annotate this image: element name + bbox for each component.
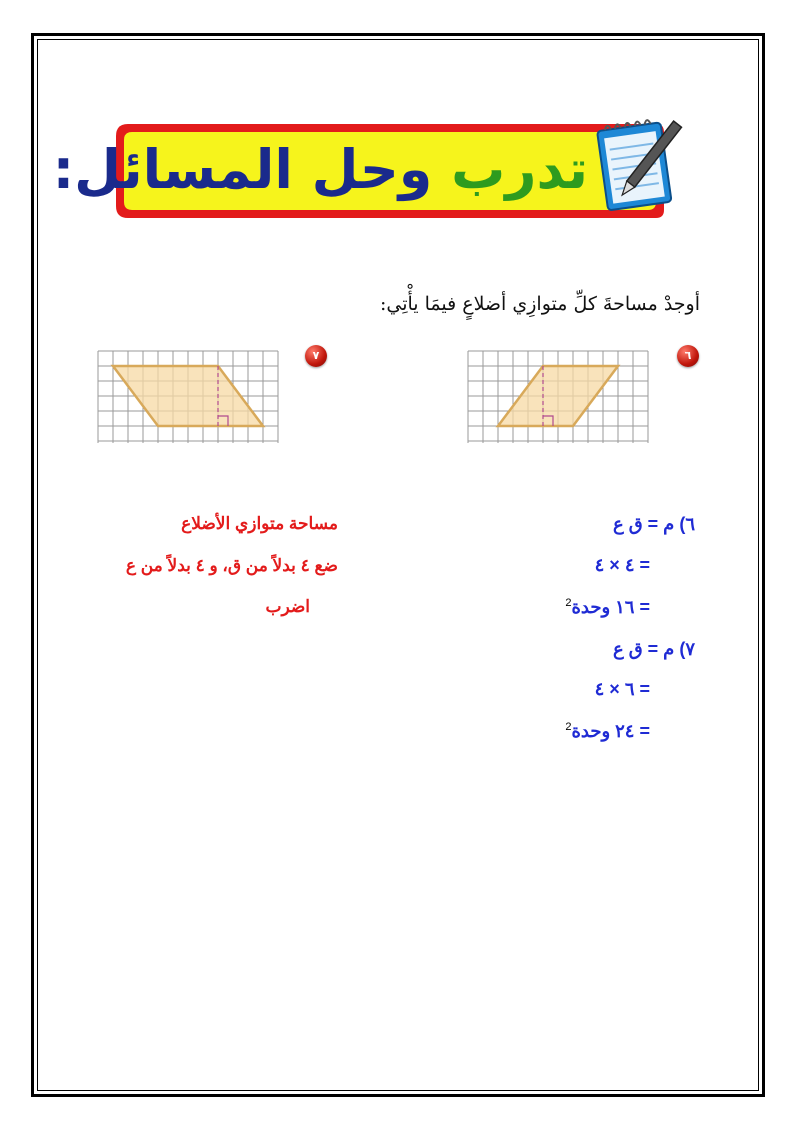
solution-7-formula: ٧) م = ق ع [612, 639, 695, 659]
banner-title [52, 126, 588, 214]
solution-6-unit-power: 2 [565, 597, 572, 609]
problem-6-grid-figure [466, 349, 660, 445]
hint-line-3: اضرب [265, 597, 310, 616]
exercise-instruction: أوجدْ مساحةَ كلِّ متوازِي أضلاعٍ فيمَا يأْتِي: [379, 293, 700, 315]
problem-7-number: ٧ [312, 349, 320, 362]
solution-7-substitution: = ٦ × ٤ [594, 679, 650, 699]
solution-6-substitution: = ٤ × ٤ [594, 555, 650, 575]
banner-title-part1: تدرب [451, 138, 588, 201]
solution-7-result-text: = ٢٤ وحدة [571, 721, 650, 741]
hint-line-1: مساحة متوازي الأضلاع [181, 514, 338, 533]
notepad-pencil-icon [588, 112, 686, 216]
red-badge-icon [305, 345, 327, 367]
solution-7-unit-power: 2 [565, 721, 572, 733]
solution-6-result-text: = ١٦ وحدة [571, 597, 650, 617]
hint-line-2: ضع ٤ بدلاً من ق، و ٤ بدلاً من ع [125, 556, 338, 575]
solution-7-result [565, 721, 650, 742]
problem-6-number: ٦ [684, 349, 692, 362]
problem-7-grid-figure [88, 349, 282, 445]
solution-6-result [565, 597, 650, 618]
solution-6-formula: ٦) م = ق ع [612, 514, 695, 534]
red-badge-icon [677, 345, 699, 367]
banner-title-part2: وحل المسائل: [52, 138, 433, 201]
